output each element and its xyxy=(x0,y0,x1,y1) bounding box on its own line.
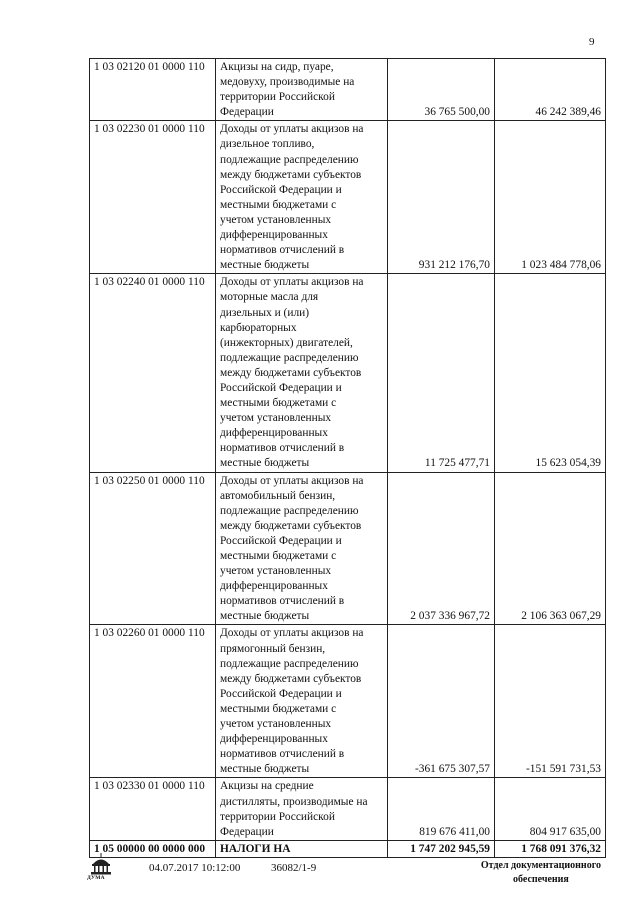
description-text: Доходы от уплаты акцизов на моторные масла для дизельных и (или) карбюраторных (инжекторных) двигателей, подлежащие распределению между бюджетами субъектов Российской Федерации и местными бюджетами с учетом установленных дифференцированных нормативов отчислений в местные бюджеты xyxy=(220,276,364,470)
table-row xyxy=(90,121,606,274)
amount-plan-text: 931 212 176,70 xyxy=(418,259,490,272)
amount-actual-cell xyxy=(495,59,606,121)
description-cell xyxy=(216,59,388,121)
amount-actual-text: 15 623 054,39 xyxy=(535,457,601,470)
description-cell xyxy=(216,274,388,472)
amount-actual-cell xyxy=(495,472,606,625)
amount-actual-cell xyxy=(495,121,606,274)
description-cell xyxy=(216,472,388,625)
budget-code-cell xyxy=(90,625,216,778)
amount-actual-cell xyxy=(495,625,606,778)
amount-plan-text: 1 747 202 945,59 xyxy=(410,842,490,855)
amount-plan-text: 11 725 477,71 xyxy=(424,457,490,470)
description-text: Доходы от уплаты акцизов на прямогонный бензин, подлежащие распределению между бюджетами субъектов Российской Федерации и местными бюджетами с учетом установленных дифференцированных нормативов отчислений в местные бюджеты xyxy=(220,627,364,776)
description-text: Доходы от уплаты акцизов на дизельное топливо, подлежащие распределению между бюджетами субъектов Российской Федерации и местными бюджетами с учетом установленных дифференцированных нормативов отчислений в местные бюджеты xyxy=(220,123,364,272)
table-row xyxy=(90,59,606,121)
description-cell xyxy=(216,625,388,778)
amount-plan-cell xyxy=(388,59,495,121)
budget-code-cell xyxy=(90,59,216,121)
amount-actual-cell xyxy=(495,778,606,840)
amount-actual-text: 1 023 484 778,06 xyxy=(521,259,601,272)
budget-code-text: 1 03 02230 01 0000 110 xyxy=(94,123,205,136)
amount-plan-cell xyxy=(388,625,495,778)
amount-actual-text: 804 917 635,00 xyxy=(529,825,601,838)
timestamp: 04.07.2017 10:12:00 xyxy=(149,862,241,874)
department-name: Отдел документационного обеспечения xyxy=(480,860,601,885)
budget-code-text: 1 03 02250 01 0000 110 xyxy=(94,474,205,487)
amount-actual-text: -151 591 731,53 xyxy=(526,763,601,776)
amount-plan-cell xyxy=(388,778,495,840)
description-text: НАЛОГИ НА xyxy=(220,842,291,855)
duma-logo xyxy=(89,852,113,882)
description-text: Доходы от уплаты акцизов на автомобильный бензин, подлежащие распределению между бюджетами субъектов Российской Федерации и местными бюджетами с учетом установленных дифференцированных нормативов отчислений в местные бюджеты xyxy=(220,474,364,623)
amount-plan-text: 819 676 411,00 xyxy=(419,825,490,838)
description-text: Акцизы на сидр, пуаре, медовуху, производимые на территории Российской Федерации xyxy=(220,61,355,119)
budget-table-body xyxy=(90,59,606,858)
amount-plan-text: 2 037 336 967,72 xyxy=(410,610,490,623)
amount-actual-text: 2 106 363 067,29 xyxy=(521,610,601,623)
budget-code-cell xyxy=(90,472,216,625)
description-text: Акцизы на средние дистилляты, производимые на территории Российской Федерации xyxy=(220,780,368,838)
table-row xyxy=(90,778,606,840)
amount-actual-cell xyxy=(495,274,606,472)
amount-plan-text: 36 765 500,00 xyxy=(424,106,490,119)
amount-plan-text: -361 675 307,57 xyxy=(415,763,490,776)
document-number: 36082/1-9 xyxy=(271,862,317,874)
budget-code-text: 1 05 00000 00 0000 000 xyxy=(94,842,206,855)
budget-code-text: 1 03 02120 01 0000 110 xyxy=(94,61,205,73)
amount-plan-cell xyxy=(388,274,495,472)
budget-code-cell xyxy=(90,121,216,274)
page-number: 9 xyxy=(589,36,595,48)
budget-code-text: 1 03 02330 01 0000 110 xyxy=(94,780,205,793)
budget-code-text: 1 03 02240 01 0000 110 xyxy=(94,276,205,289)
budget-table xyxy=(89,58,606,858)
description-cell xyxy=(216,121,388,274)
budget-code-text: 1 03 02260 01 0000 110 xyxy=(94,627,205,640)
table-row xyxy=(90,625,606,778)
budget-code-cell xyxy=(90,778,216,840)
footer xyxy=(89,852,605,892)
budget-code-cell xyxy=(90,274,216,472)
amount-plan-cell xyxy=(388,121,495,274)
amount-actual-text: 46 242 389,46 xyxy=(535,106,601,119)
description-cell xyxy=(216,778,388,840)
table-row xyxy=(90,472,606,625)
amount-actual-text: 1 768 091 376,32 xyxy=(521,842,601,855)
amount-plan-cell xyxy=(388,472,495,625)
table-row xyxy=(90,274,606,472)
logo-text: ДУМА xyxy=(87,875,105,881)
